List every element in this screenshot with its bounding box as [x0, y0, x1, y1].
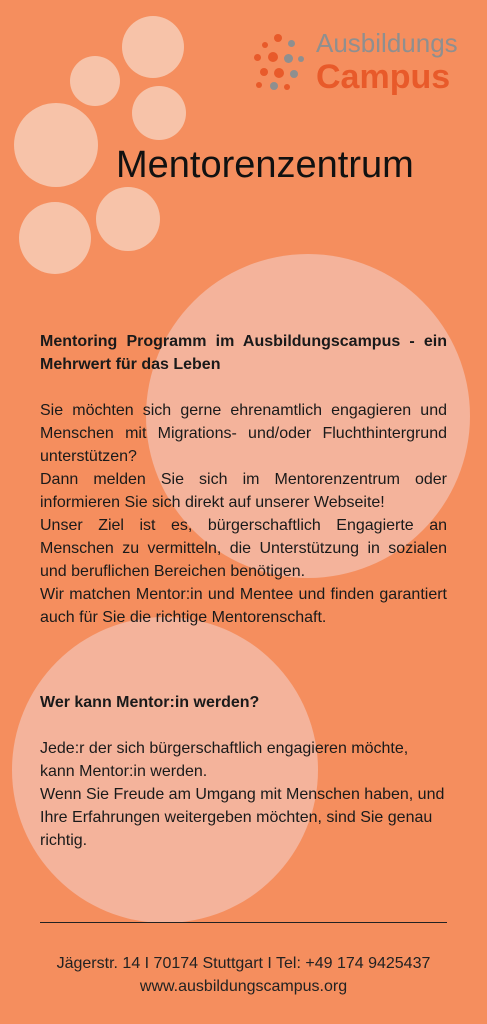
paragraph: Jede:r der sich bürgerschaftlich engagieren möchte, kann Mentor:in werden.: [40, 740, 409, 780]
footer-divider: [40, 922, 447, 923]
section-heading: Wer kann Mentor:in werden?: [40, 694, 260, 711]
paragraph: Unser Ziel ist es, bürgerschaftlich Engagierte an Menschen zu vermitteln, die Unterstützung in sozialen und beruflichen Bereichen benötigen.: [40, 517, 447, 580]
section-who-can-be-mentor: [40, 691, 447, 852]
page-title: Mentorenzentrum: [116, 144, 414, 186]
footer-website-link[interactable]: www.ausbildungscampus.org: [139, 978, 348, 995]
logo-text-campus: Campus: [316, 58, 451, 96]
paragraph: Wir matchen Mentor:in und Mentee und finden garantiert auch für Sie die richtige Mentorenschaft.: [40, 586, 447, 626]
paragraph: Dann melden Sie sich im Mentorenzentrum oder informieren Sie sich direkt auf unserer Webseite!: [40, 471, 447, 511]
paragraph: Wenn Sie Freude am Umgang mit Menschen haben, und Ihre Erfahrungen weitergeben möchten, sind Sie genau richtig.: [40, 786, 445, 849]
decorative-circle: [122, 16, 184, 78]
logo-dots-icon: [252, 32, 308, 92]
section-heading: Mentoring Programm im Ausbildungscampus - ein Mehrwert für das Leben: [40, 333, 447, 373]
section-mentoring-program: [40, 330, 447, 629]
logo-text-ausbildungs: Ausbildungs: [316, 28, 458, 58]
decorative-circle: [132, 86, 186, 140]
decorative-circle: [96, 187, 160, 251]
ausbildungs-campus-logo: [252, 28, 472, 98]
decorative-circle: [14, 103, 98, 187]
decorative-circle: [70, 56, 120, 106]
decorative-circle: [19, 202, 91, 274]
paragraph: Sie möchten sich gerne ehrenamtlich engagieren und Menschen mit Migrations- und/oder Fluchthintergrund unterstützen?: [40, 402, 447, 465]
footer-address: Jägerstr. 14 I 70174 Stuttgart I Tel: +49 174 9425437: [56, 955, 431, 972]
